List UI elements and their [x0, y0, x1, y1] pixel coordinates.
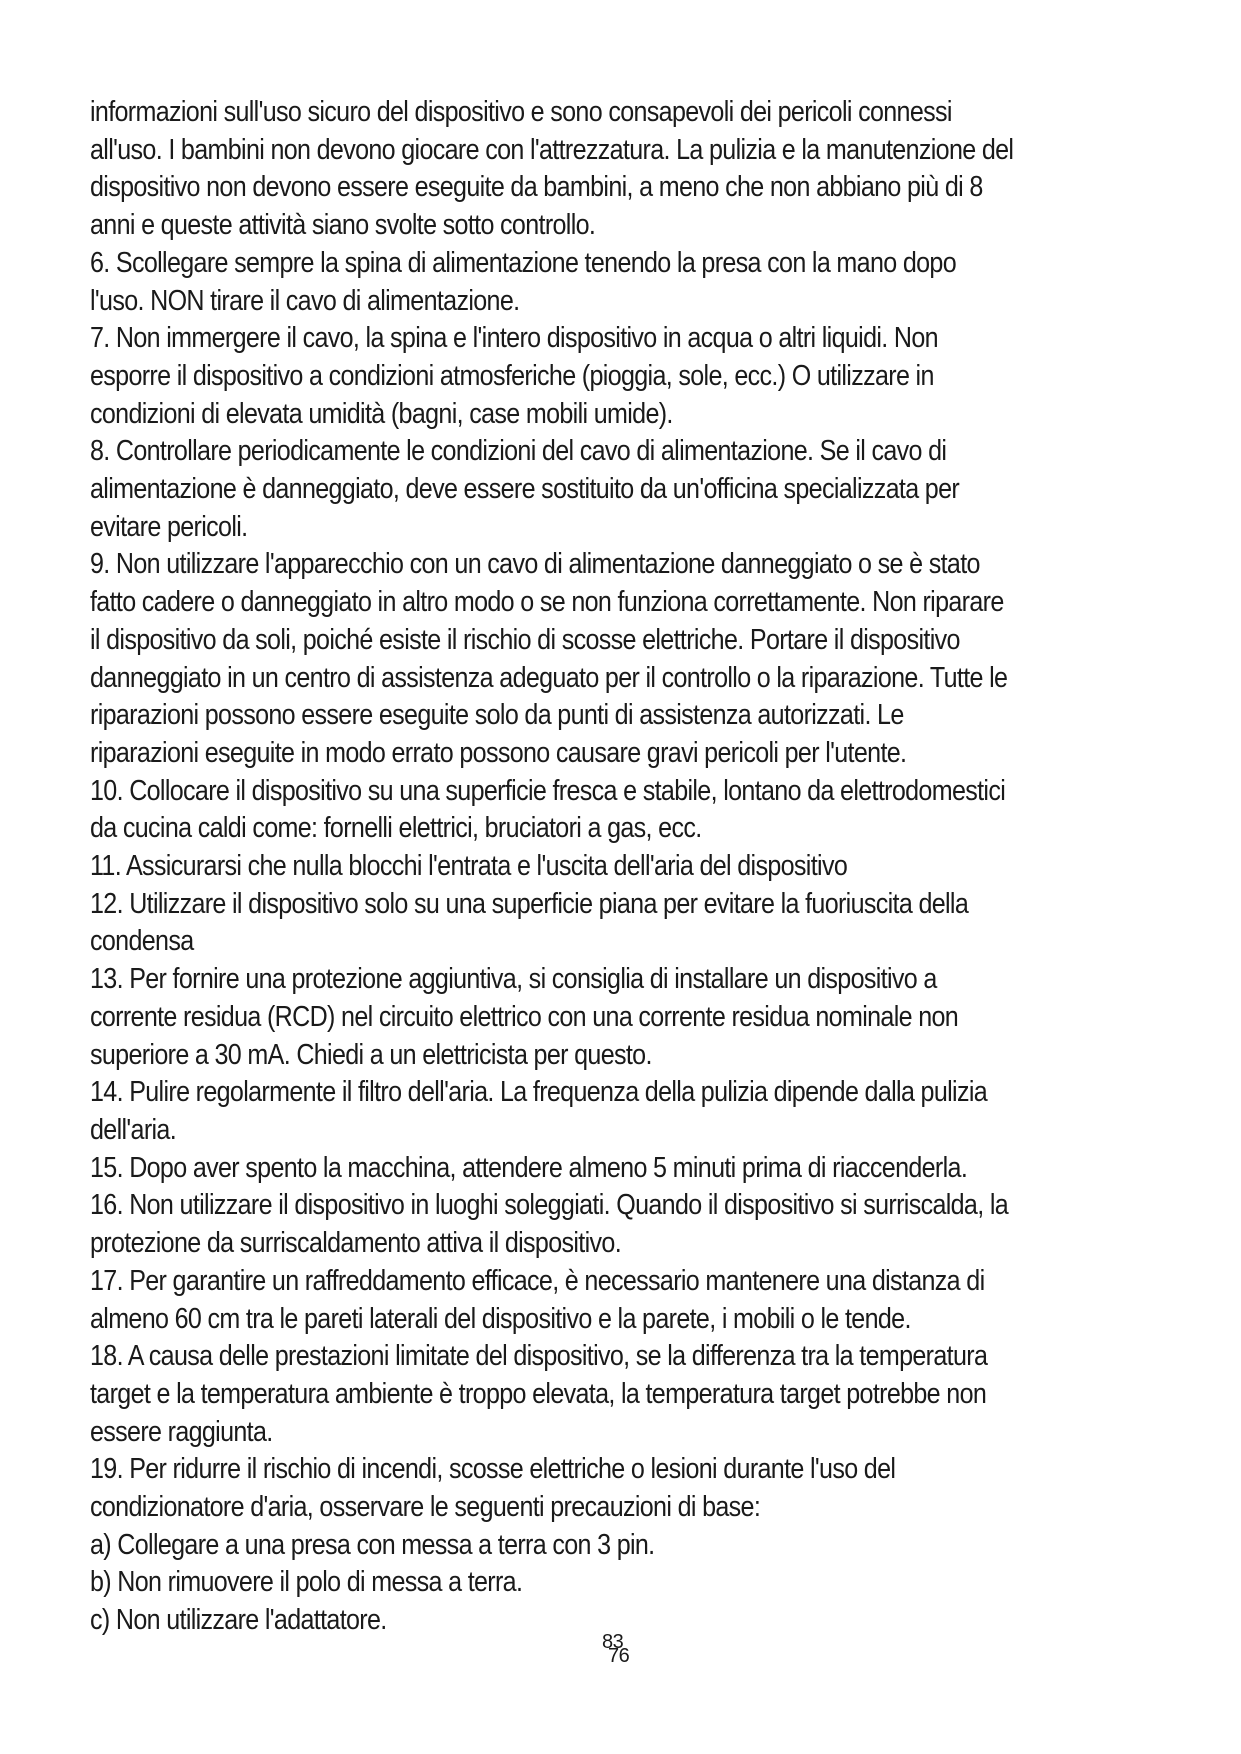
text-line: all'uso. I bambini non devono giocare con l'attrezzatura. La pulizia e la manutenzione del: [90, 133, 1014, 166]
text-line: 17. Per garantire un raffreddamento efficace, è necessario mantenere una distanza di: [90, 1264, 985, 1297]
text-line: danneggiato in un centro di assistenza adeguato per il controllo o la riparazione. Tutte le: [90, 661, 1008, 694]
text-line: anni e queste attività siano svolte sotto controllo.: [90, 209, 596, 242]
text-line: informazioni sull'uso sicuro del dispositivo e sono consapevoli dei pericoli connessi: [90, 96, 952, 128]
text-line: il dispositivo da soli, poiché esiste il rischio di scosse elettriche. Portare il dispositivo: [90, 623, 960, 656]
text-line: 16. Non utilizzare il dispositivo in luoghi soleggiati. Quando il dispositivo si surriscalda, la: [90, 1189, 1009, 1222]
text-line: 19. Per ridurre il rischio di incendi, scosse elettriche o lesioni durante l'uso del: [90, 1453, 896, 1486]
page-number: [602, 1632, 662, 1672]
text-line: 9. Non utilizzare l'apparecchio con un cavo di alimentazione danneggiato o se è stato: [90, 548, 980, 581]
text-line: corrente residua (RCD) nel circuito elettrico con una corrente residua nominale non: [90, 1000, 959, 1033]
text-line: protezione da surriscaldamento attiva il dispositivo.: [90, 1227, 622, 1260]
text-line: evitare pericoli.: [90, 510, 248, 543]
text-line: target e la temperatura ambiente è troppo elevata, la temperatura target potrebbe non: [90, 1377, 987, 1410]
text-line: a) Collegare a una presa con messa a terra con 3 pin.: [90, 1528, 655, 1561]
text-line: 8. Controllare periodicamente le condizioni del cavo di alimentazione. Se il cavo di: [90, 435, 947, 468]
text-line: 12. Utilizzare il dispositivo solo su una superficie piana per evitare la fuoriuscita della: [90, 887, 969, 920]
document-body: [90, 94, 1170, 1640]
text-line: fatto cadere o danneggiato in altro modo o se non funziona correttamente. Non riparare: [90, 586, 1004, 619]
text-line: 15. Dopo aver spento la macchina, attendere almeno 5 minuti prima di riaccenderla.: [90, 1151, 968, 1184]
text-line: condizioni di elevata umidità (bagni, case mobili umide).: [90, 397, 673, 430]
text-line: 6. Scollegare sempre la spina di alimentazione tenendo la presa con la mano dopo: [90, 246, 956, 279]
text-line: superiore a 30 mA. Chiedi a un elettricista per questo.: [90, 1038, 652, 1071]
text-line: almeno 60 cm tra le pareti laterali del dispositivo e la parete, i mobili o le tende.: [90, 1302, 911, 1335]
text-line: 11. Assicurarsi che nulla blocchi l'entrata e l'uscita dell'aria del dispositivo: [90, 850, 848, 883]
text-line: c) Non utilizzare l'adattatore.: [90, 1604, 387, 1637]
text-line: l'uso. NON tirare il cavo di alimentazione.: [90, 284, 520, 317]
text-line: condizionatore d'aria, osservare le seguenti precauzioni di base:: [90, 1491, 761, 1524]
text-line: alimentazione è danneggiato, deve essere sostituito da un'officina specializzata per: [90, 473, 960, 506]
text-line: da cucina caldi come: fornelli elettrici, bruciatori a gas, ecc.: [90, 812, 702, 845]
text-line: condensa: [90, 925, 194, 958]
text-line: dispositivo non devono essere eseguite da bambini, a meno che non abbiano più di 8: [90, 171, 983, 204]
text-line: b) Non rimuovere il polo di messa a terra.: [90, 1566, 523, 1599]
text-line: esporre il dispositivo a condizioni atmosferiche (pioggia, sole, ecc.) O utilizzare in: [90, 359, 934, 392]
page-number-overlay: 76: [608, 1645, 630, 1667]
text-line: 18. A causa delle prestazioni limitate del dispositivo, se la differenza tra la temperatura: [90, 1340, 988, 1373]
text-line: essere raggiunta.: [90, 1415, 273, 1448]
text-line: dell'aria.: [90, 1113, 177, 1146]
text-line: riparazioni possono essere eseguite solo da punti di assistenza autorizzati. Le: [90, 699, 904, 732]
text-line: 7. Non immergere il cavo, la spina e l'intero dispositivo in acqua o altri liquidi. Non: [90, 322, 938, 355]
text-line: 13. Per fornire una protezione aggiuntiva, si consiglia di installare un dispositivo a: [90, 963, 937, 996]
text-line: 14. Pulire regolarmente il filtro dell'aria. La frequenza della pulizia dipende dalla pulizia: [90, 1076, 988, 1109]
text-line: 10. Collocare il dispositivo su una superficie fresca e stabile, lontano da elettrodomestici: [90, 774, 1006, 807]
text-line: riparazioni eseguite in modo errato possono causare gravi pericoli per l'utente.: [90, 736, 907, 769]
page-number-primary: 83: [602, 1631, 624, 1653]
